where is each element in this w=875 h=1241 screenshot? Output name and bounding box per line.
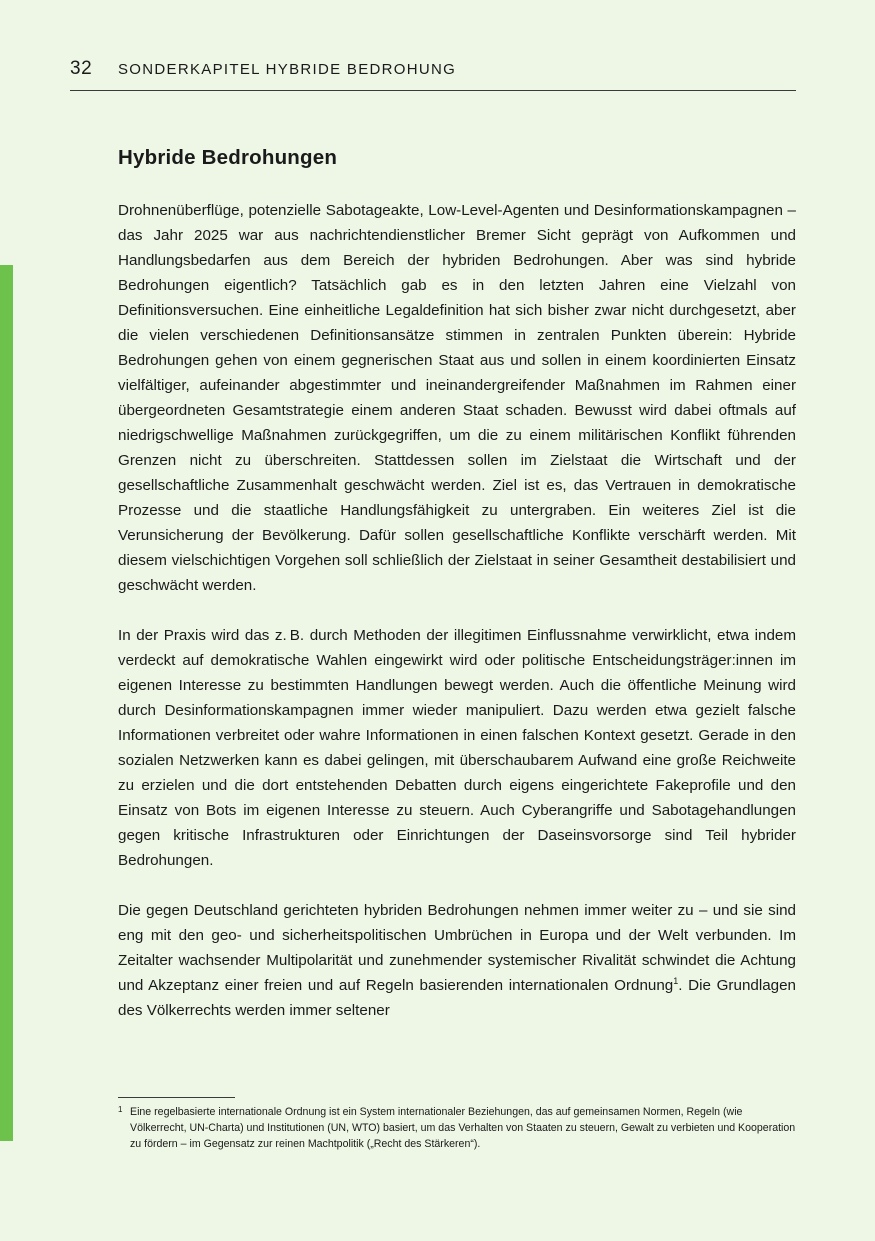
- section-title: Hybride Bedrohungen: [118, 146, 338, 169]
- body-paragraph-2: In der Praxis wird das z. B. durch Methoden der illegitimen Einflussnahme verwirklicht, etwa indem verdeckt auf demokratische Wahlen eingewirkt wird oder politische Entscheidungsträger:innen im eigenen Interesse zu bestimmten Handlungen bewegt werden. Auch die öffentliche Meinung wird durch Desinformationskampagnen immer wieder manipuliert. Dazu werden etwa gezielt falsche Informationen verbreitet oder wahre Informationen in einen falschen Kontext gesetzt. Gerade in den sozialen Netzwerken kann es dabei gelingen, mit überschaubarem Aufwand eine große Reichweite zu erzielen und die dort entstehenden Debatten durch eigens eingerichtete Fakeprofile und den Einsatz von Bots im eigenen Interesse zu steuern. Auch Cyberangriffe und Sabotagehandlungen gegen kritische Infrastrukturen oder Einrichtungen der Daseinsvorsorge sind Teil hybrider Bedrohungen.: [118, 627, 796, 869]
- footnote: [118, 1104, 796, 1152]
- footnote-reference[interactable]: 1: [673, 975, 679, 986]
- green-accent-bar: [0, 265, 13, 1141]
- page-number: 32: [70, 58, 93, 79]
- paragraph-3-text-start: Die gegen Deutschland gerichteten hybriden Bedrohungen nehmen immer weiter zu – und sie sind eng mit den geo- und sicherheitspolitischen Umbrüchen in Europa und der Welt verbunden. Im Zeitalter wachsender Multipolarität und zunehmender systemischer Rivalität schwindet die Achtung und Akzeptanz einer freien und auf Regeln basierenden internationalen Ordnung: [118, 902, 796, 994]
- footnote-divider: [118, 1097, 235, 1098]
- paragraph-3-text-end: . Die Grundlagen des Völkerrechts werden immer seltener: [118, 977, 796, 1019]
- footnote-number: 1: [118, 1105, 123, 1114]
- footnote-text: Eine regelbasierte internationale Ordnung ist ein System internationaler Beziehungen, das auf gemeinsamen Normen, Regeln (wie Völkerrecht, UN-Charta) und Institutionen (UN, WTO) basiert, um das Verhalten von Staaten zu steuern, Gewalt zu verbieten und Kooperation zu fördern – im Gegensatz zur reinen Machtpolitik („Recht des Stärkeren“).: [130, 1106, 796, 1150]
- main-content: [118, 144, 796, 1048]
- body-paragraph-1: Drohnenüberflüge, potenzielle Sabotageakte, Low-Level-Agenten und Desinformationskampagnen – das Jahr 2025 war aus nachrichtendienstlicher Bremer Sicht geprägt von Aufkommen und Handlungsbedarfen aus dem Bereich der hybriden Bedrohungen. Aber was sind hybride Bedrohungen eigentlich? Tatsächlich gab es in den letzten Jahren eine Vielzahl von Definitionsversuchen. Eine einheitliche Legaldefinition hat sich bisher zwar nicht durchgesetzt, aber die vielen verschiedenen Definitionsansätze stimmen in zentralen Punkten überein: Hybride Bedrohungen gehen von einem gegnerischen Staat aus und sollen in einem koordinierten Einsatz vielfältiger, aufeinander abgestimmter und ineinandergreifender Maßnahmen im Rahmen einer übergeordneten Gesamtstrategie einem anderen Staat schaden. Bewusst wird dabei oftmals auf niedrigschwellige Maßnahmen zurückgegriffen, um die zu einem militärischen Konflikt führenden Grenzen nicht zu überschreiten. Stattdessen sollen im Zielstaat die Wirtschaft und der gesellschaftliche Zusammenhalt geschwächt werden. Ziel ist es, das Vertrauen in demokratische Prozesse und die staatliche Handlungsfähigkeit zu untergraben. Ein weiteres Ziel ist die Verunsicherung der Bevölkerung. Dafür sollen gesellschaftliche Konflikte verschärft werden. Mit diesem vielschichtigen Vorgehen soll schließlich der Zielstaat in seiner Gesamtheit destabilisiert und geschwächt werden.: [118, 202, 796, 594]
- body-paragraph-3: [118, 898, 796, 1023]
- page-header: [70, 56, 796, 91]
- running-title: SONDERKAPITEL HYBRIDE BEDROHUNG: [118, 61, 457, 78]
